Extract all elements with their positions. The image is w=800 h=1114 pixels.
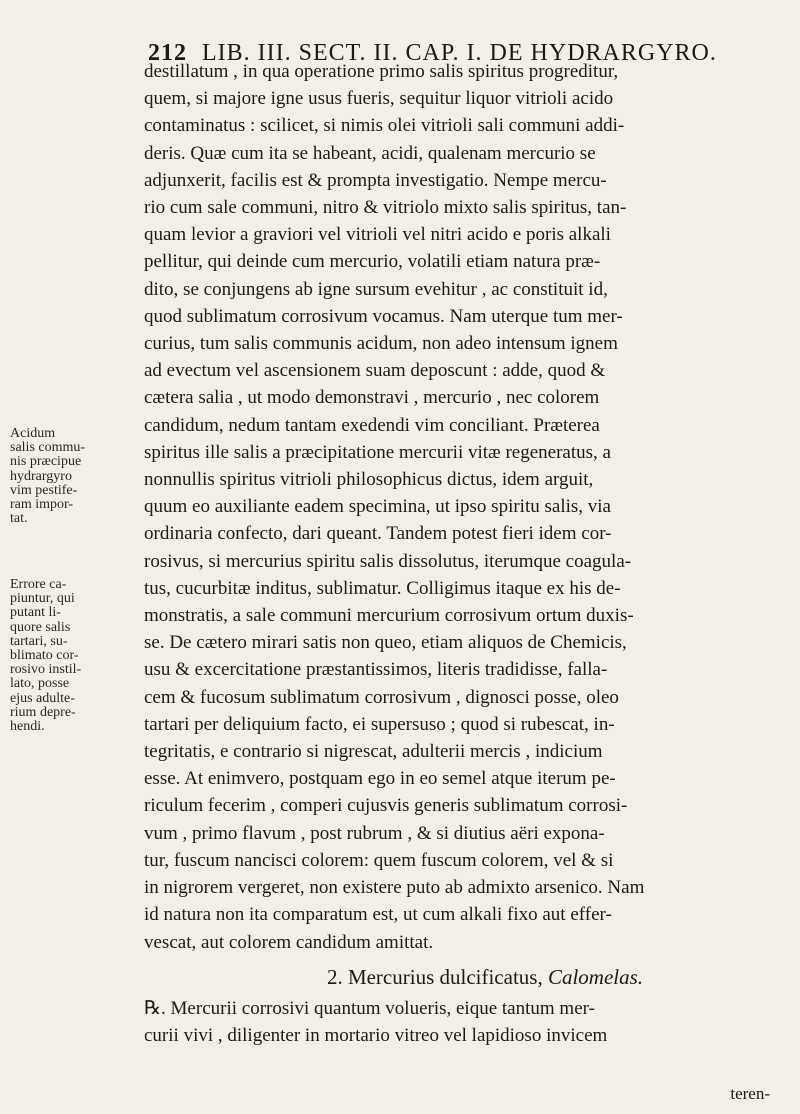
running-title: LIB. III. SECT. II. CAP. I. DE HYDRARGYRO. [202, 40, 717, 66]
margin-note-line: lato, posse [10, 676, 70, 692]
text-line: quem, si majore igne usus fueris, sequitur liquor vitrioli acido [144, 88, 614, 110]
text-line: adjunxerit, facilis est & prompta investigatio. Nempe mercu- [144, 169, 607, 191]
margin-note-line: piuntur, qui [10, 591, 75, 607]
text-line: vum , primo flavum , post rubrum , & si diutius aëri expona- [144, 822, 605, 844]
margin-note-line: hydrargyro [10, 468, 72, 484]
text-line: destillatum , in qua operatione primo salis spiritus progreditur, [144, 61, 619, 82]
text-body [144, 58, 786, 1049]
text-line: pellitur, qui deinde cum mercurio, volatili etiam natura præ- [144, 251, 601, 273]
margin-note-line: Errore ca- [10, 577, 67, 592]
text-line: vescat, aut colorem candidum amittat. [144, 931, 434, 953]
margin-note-line: vim pestife- [10, 482, 78, 498]
text-line: usu & excercitatione præstantissimos, literis tradidisse, falla- [144, 659, 608, 681]
text-line: monstratis, a sale communi mercurium corrosivum ortum duxis- [144, 605, 634, 627]
text-line: ℞. Mercurii corrosivi quantum volueris, eique tantum mer- [144, 997, 595, 1019]
text-line: curii vivi , diligenter in mortario vitreo vel lapidioso invicem [144, 1025, 608, 1047]
text-line: dito, se conjungens ab igne sursum evehitur , ac constituit id, [144, 278, 608, 300]
text-line: tur, fuscum nancisci colorem: quem fuscum colorem, vel & si [144, 849, 614, 871]
page-number: 212 [148, 40, 187, 66]
text-line: nonnullis spiritus vitrioli philosophicus dictus, idem arguit, [144, 469, 594, 491]
text-line: id natura non ita comparatum est, ut cum alkali fixo aut effer- [144, 904, 612, 926]
text-line: spiritus ille salis a præcipitatione mercurii vitæ regeneratus, a [144, 441, 611, 463]
text-line: tartari per deliquium facto, ei supersuso ; quod si rubescat, in- [144, 713, 615, 735]
margin-note-line: rium depre- [10, 704, 76, 720]
section-number: 2. [326, 964, 343, 989]
text-line: riculum fecerim , comperi cujusvis generis sublimatum corrosi- [144, 795, 628, 817]
section-title-italic: Calomelas. [547, 964, 644, 989]
margin-note-line: ejus adulte- [10, 690, 75, 706]
text-line: esse. At enimvero, postquam ego in eo semel atque iterum pe- [144, 768, 616, 790]
text-line: quum eo auxiliante eadem specimina, ut ipso spiritu salis, via [144, 496, 611, 518]
margin-note-line: nis præcipue [10, 454, 82, 470]
margin-note [10, 427, 128, 526]
text-line: quam levior a graviori vel vitrioli vel nitri acido e poris alkali [144, 224, 611, 246]
section-title: Mercurius dulcificatus, [347, 964, 543, 989]
margin-note-line: blimato cor- [10, 648, 79, 664]
text-line: cætera salia , ut modo demonstravi , mercurio , nec colorem [144, 387, 600, 409]
margin-note-line: quore salis [10, 619, 71, 635]
margin-note-line: rosivo instil- [10, 662, 82, 678]
text-line: curius, tum salis communis acidum, non adeo intensum ignem [144, 333, 618, 355]
paragraph-recipe [144, 995, 786, 1049]
margin-note-line: tartari, su- [10, 633, 68, 649]
margin-note [10, 578, 128, 734]
text-line: quod sublimatum corrosivum vocamus. Nam uterque tum mer- [144, 305, 623, 327]
text-line: candidum, nedum tantam exedendi vim conciliant. Præterea [144, 414, 600, 436]
text-line: rio cum sale communi, nitro & vitriolo mixto salis spiritus, tan- [144, 197, 627, 219]
text-line: contaminatus : scilicet, si nimis olei vitrioli sali communi addi- [144, 115, 625, 137]
text-line: tegritatis, e contrario si nigrescat, adulterii mercis , indicium [144, 741, 603, 763]
catchword: teren- [730, 1084, 770, 1103]
text-line: ordinaria confecto, dari queant. Tandem potest fieri idem cor- [144, 523, 612, 545]
margin-note-line: tat. [10, 511, 28, 527]
section-heading [144, 964, 786, 991]
text-line: deris. Quæ cum ita se habeant, acidi, qualenam mercurio se [144, 142, 596, 164]
text-line: ad evectum vel ascensionem suam deposcunt : adde, quod & [144, 360, 606, 382]
margin-note-line: salis commu- [10, 440, 86, 456]
margin-note-line: Acidum [10, 426, 56, 441]
text-line: rosivus, si mercurius spiritu salis dissolutus, iterumque coagula- [144, 550, 632, 572]
text-line: in nigrorem vergeret, non existere puto ab admixto arsenico. Nam [144, 877, 645, 899]
paragraph-main [144, 58, 786, 956]
margin-note-line: hendi. [10, 719, 45, 735]
text-line: se. De cætero mirari satis non queo, etiam aliquos de Chemicis, [144, 632, 627, 654]
margin-note-line: ram impor- [10, 497, 74, 513]
margin-note-line: putant li- [10, 605, 61, 621]
text-line: cem & fucosum sublimatum corrosivum , dignosci posse, oleo [144, 686, 619, 708]
text-line: tus, cucurbitæ inditus, sublimatur. Colligimus itaque ex his de- [144, 577, 621, 599]
